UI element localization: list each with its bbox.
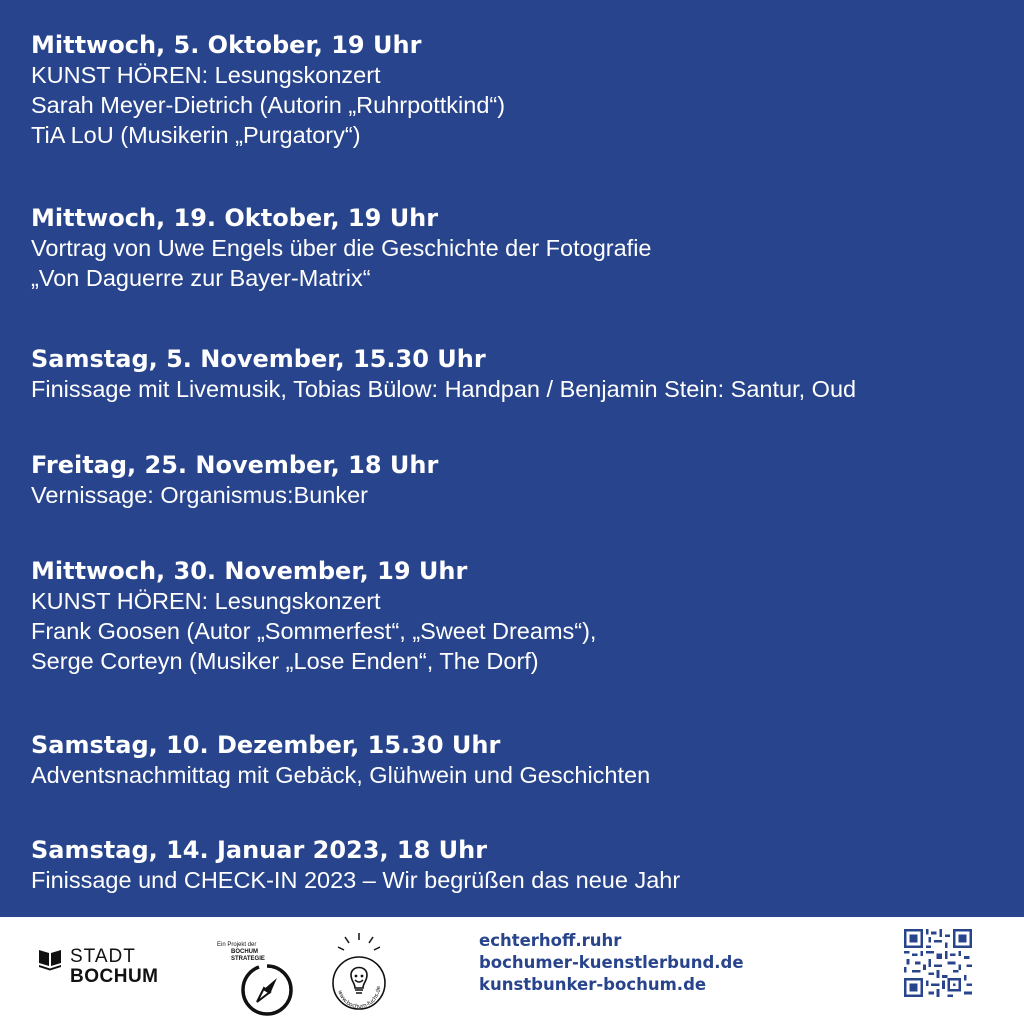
- lightbulb-icon: [330, 931, 388, 1011]
- bulb-logo-text: www.bochum-fuchs.de: [336, 985, 383, 1011]
- event-line: Finissage mit Livemusik, Tobias Bülow: Handpan / Benjamin Stein: Santur, Oud: [31, 376, 857, 402]
- event-line: KUNST HÖREN: Lesungskonzert: [31, 62, 381, 88]
- event-date: Mittwoch, 30. November, 19 Uhr: [31, 557, 468, 585]
- strategie-line1: Ein Projekt der: [217, 942, 257, 948]
- website-links: [479, 930, 744, 996]
- event-line: Frank Goosen (Autor „Sommerfest“, „Sweet Dreams“),: [31, 618, 597, 644]
- event-date: Samstag, 10. Dezember, 15.30 Uhr: [31, 731, 501, 759]
- link-kuenstlerbund[interactable]: bochumer-kuenstlerbund.de: [479, 953, 744, 972]
- event-7: [31, 835, 1001, 895]
- strategie-line2: BOCHUM: [231, 949, 258, 955]
- event-5: [31, 556, 1001, 676]
- event-6: [31, 730, 1001, 790]
- event-line: Vernissage: Organismus:Bunker: [31, 482, 368, 508]
- qr-code-icon[interactable]: [904, 929, 972, 997]
- event-2: [31, 203, 1001, 293]
- event-line: KUNST HÖREN: Lesungskonzert: [31, 588, 381, 614]
- link-echterhoff[interactable]: echterhoff.ruhr: [479, 931, 622, 950]
- event-line: „Von Daguerre zur Bayer-Matrix“: [31, 265, 371, 291]
- event-line: Serge Corteyn (Musiker „Lose Enden“, The Dorf): [31, 648, 539, 674]
- event-line: Adventsnachmittag mit Gebäck, Glühwein und Geschichten: [31, 762, 651, 788]
- stadt-bochum-logo: [38, 947, 178, 997]
- event-line: Vortrag von Uwe Engels über die Geschichte der Fotografie: [31, 235, 652, 261]
- event-date: Mittwoch, 5. Oktober, 19 Uhr: [31, 31, 422, 59]
- event-date: Freitag, 25. November, 18 Uhr: [31, 451, 439, 479]
- event-4: [31, 450, 1001, 510]
- compass-icon: [239, 962, 295, 1018]
- svg-text:www.bochum-fuchs.de: [336, 985, 382, 1010]
- event-1: [31, 30, 1001, 150]
- event-date: Samstag, 5. November, 15.30 Uhr: [31, 345, 486, 373]
- bochum-fuchs-logo: [330, 931, 388, 1011]
- event-line: Sarah Meyer-Dietrich (Autorin „Ruhrpottkind“): [31, 92, 506, 118]
- stadt-label: STADT: [70, 946, 136, 967]
- strategie-line3: STRATEGIE: [231, 956, 265, 962]
- event-3: [31, 344, 1001, 404]
- event-line: Finissage und CHECK-IN 2023 – Wir begrüßen das neue Jahr: [31, 867, 681, 893]
- event-line: TiA LoU (Musikerin „Purgatory“): [31, 122, 361, 148]
- footer: [0, 917, 1024, 1024]
- event-date: Mittwoch, 19. Oktober, 19 Uhr: [31, 204, 439, 232]
- link-kunstbunker[interactable]: kunstbunker-bochum.de: [479, 975, 707, 994]
- book-icon: [38, 949, 62, 971]
- bochum-strategie-logo: [213, 938, 303, 1018]
- bochum-label: BOCHUM: [70, 966, 159, 987]
- event-date: Samstag, 14. Januar 2023, 18 Uhr: [31, 836, 488, 864]
